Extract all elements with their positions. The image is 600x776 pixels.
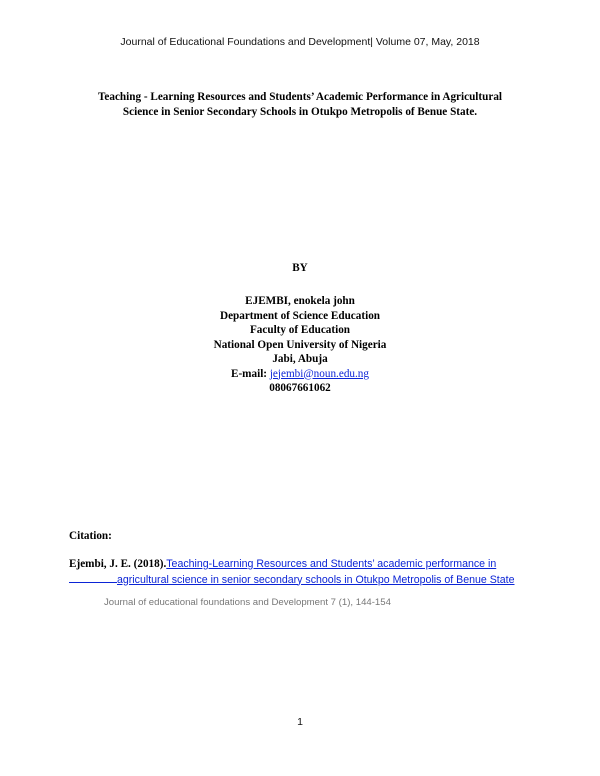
author-phone: 08067661062 bbox=[269, 382, 331, 394]
author-location: Jabi, Abuja bbox=[272, 353, 328, 365]
citation-title-link[interactable]: Teaching-Learning Resources and Students’ academic performance in bbox=[166, 558, 497, 570]
author-university: National Open University of Nigeria bbox=[213, 338, 387, 351]
citation-second-line bbox=[69, 572, 529, 588]
paper-title-line-2: Science in Senior Secondary Schools in Otukpo Metropolis of Benue State. bbox=[122, 106, 478, 118]
byline: BY bbox=[292, 262, 308, 274]
email-link[interactable]: jejembi@noun.edu.ng bbox=[269, 367, 369, 380]
journal-reference: Journal of educational foundations and Development 7 (1), 144-154 bbox=[104, 597, 391, 608]
email-label: E-mail: bbox=[230, 367, 270, 380]
paper-title bbox=[80, 90, 520, 120]
author-department: Department of Science Education bbox=[219, 309, 381, 322]
paper-title-line-1: Teaching - Learning Resources and Students’ Academic Performance in Agricultural bbox=[97, 91, 503, 103]
page-number: 1 bbox=[297, 716, 303, 728]
citation-title-link-continued[interactable]: agricultural science in senior secondary schools in Otukpo Metropolis of Benue State bbox=[117, 573, 515, 586]
author-block bbox=[0, 294, 600, 396]
author-faculty: Faculty of Education bbox=[249, 324, 351, 336]
citation-author-year: Ejembi, J. E. (2018). bbox=[69, 558, 167, 570]
citation-heading: Citation: bbox=[69, 530, 112, 542]
author-email-line bbox=[0, 367, 600, 382]
citation-indent-underline bbox=[69, 572, 117, 583]
citation-entry bbox=[69, 557, 529, 587]
running-header: Journal of Educational Foundations and Development| Volume 07, May, 2018 bbox=[120, 36, 480, 48]
author-name: EJEMBI, enokela john bbox=[245, 295, 355, 307]
